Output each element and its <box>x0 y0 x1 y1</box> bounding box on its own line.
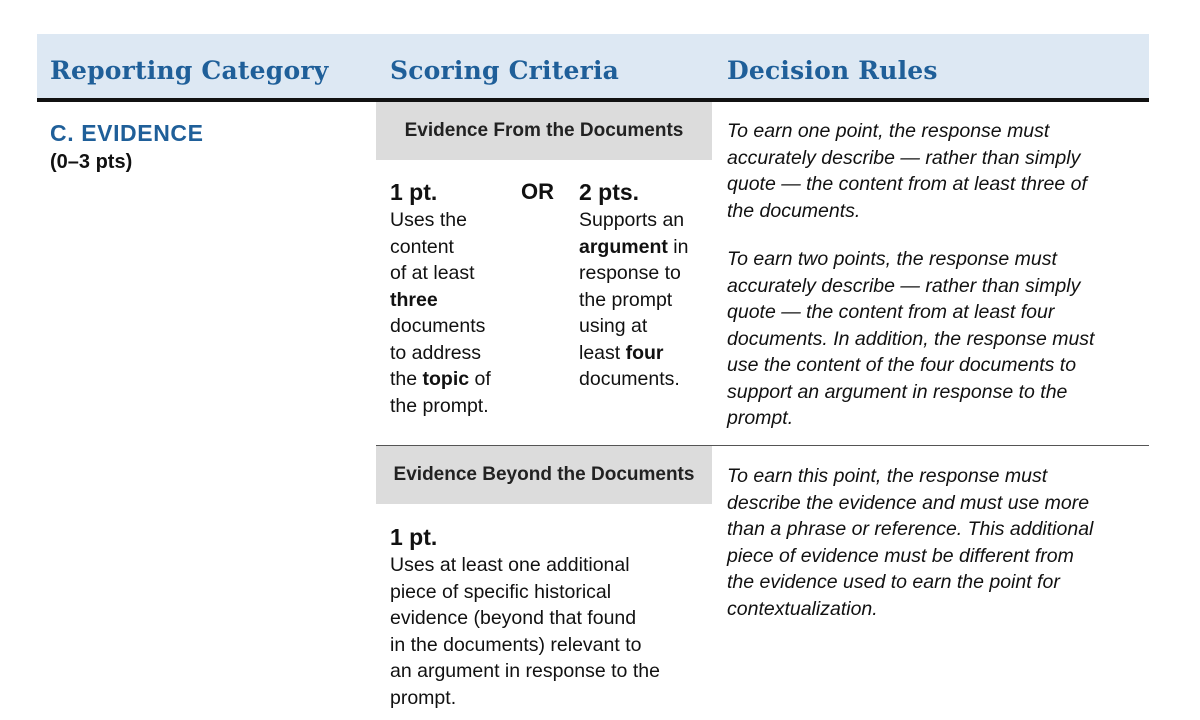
subheading-bar-evidence-from-documents <box>376 102 712 160</box>
text-line: the documents. <box>727 199 861 222</box>
text-line: in the documents) relevant to <box>390 633 642 656</box>
text-line: response to <box>579 262 681 284</box>
text-line: Supports an <box>579 209 685 231</box>
option2-description <box>579 207 688 393</box>
text-line: content <box>390 235 454 258</box>
option2-points: 2 pts. <box>579 179 640 205</box>
header-reporting-category: Reporting Category <box>50 56 329 85</box>
text-line: To earn this point, the response must <box>727 465 1048 487</box>
text-line: describe the evidence and must use more <box>727 491 1090 514</box>
header-decision-rules: Decision Rules <box>727 56 938 85</box>
text-line: quote — the content from at least four <box>727 301 1055 323</box>
text-line: documents. In addition, the response must <box>727 327 1095 350</box>
text-line: documents <box>390 315 486 337</box>
text-line: To earn two points, the response must <box>727 248 1057 270</box>
text-line: support an argument in response to the <box>727 380 1068 403</box>
subheading-evidence-beyond-documents: Evidence Beyond the Documents <box>393 464 695 485</box>
text-line: Uses the <box>390 209 467 231</box>
emphasis-term: three <box>390 288 438 311</box>
option1-points: 1 pt. <box>390 179 438 205</box>
text-line: using at <box>579 315 648 337</box>
text-line: the prompt. <box>390 394 489 417</box>
decision-rule-one-point <box>727 118 1137 224</box>
subheading-evidence-from-documents: Evidence From the Documents <box>404 120 684 141</box>
category-title: C. EVIDENCE <box>50 120 204 146</box>
text-line: to address <box>390 341 482 364</box>
text-line: prompt. <box>390 686 457 709</box>
text-line: argument in <box>579 235 689 258</box>
text-line: To earn one point, the response must <box>727 120 1050 142</box>
text-line: evidence (beyond that found <box>390 607 637 629</box>
emphasis-term: argument <box>579 235 668 258</box>
option1-description <box>390 207 491 419</box>
text-line: prompt. <box>727 407 794 429</box>
subheading-bar-evidence-beyond-documents <box>376 446 712 504</box>
text-line: piece of evidence must be different from <box>727 544 1074 567</box>
text-line: an argument in response to the <box>390 660 660 682</box>
text-line: least four <box>579 341 664 364</box>
text-line: quote — the content from at least three of <box>727 173 1087 195</box>
text-line: documents. <box>579 368 680 390</box>
emphasis-term: four <box>625 341 664 364</box>
beyond-points: 1 pt. <box>390 524 438 550</box>
category-points: (0–3 pts) <box>50 151 133 173</box>
text-line: the evidence used to earn the point for <box>727 571 1060 593</box>
text-line: than a phrase or reference. This additional <box>727 518 1094 540</box>
text-line: the topic of <box>390 368 491 390</box>
text-line <box>390 287 491 314</box>
text-line: the prompt <box>579 288 673 311</box>
text-line: accurately describe — rather than simply <box>727 274 1081 297</box>
text-line: of at least <box>390 262 475 284</box>
emphasis-term: topic <box>422 368 470 390</box>
header-scoring-criteria: Scoring Criteria <box>390 56 620 85</box>
text-line: contextualization. <box>727 597 878 620</box>
or-label: OR <box>521 179 554 204</box>
text-line: accurately describe — rather than simply <box>727 146 1081 169</box>
text-line: use the content of the four documents to <box>727 354 1077 376</box>
beyond-description <box>390 552 660 711</box>
text-line: Uses at least one additional <box>390 554 630 576</box>
text-line: piece of specific historical <box>390 580 612 603</box>
decision-rule-two-points <box>727 246 1137 432</box>
decision-rule-beyond <box>727 463 1137 622</box>
